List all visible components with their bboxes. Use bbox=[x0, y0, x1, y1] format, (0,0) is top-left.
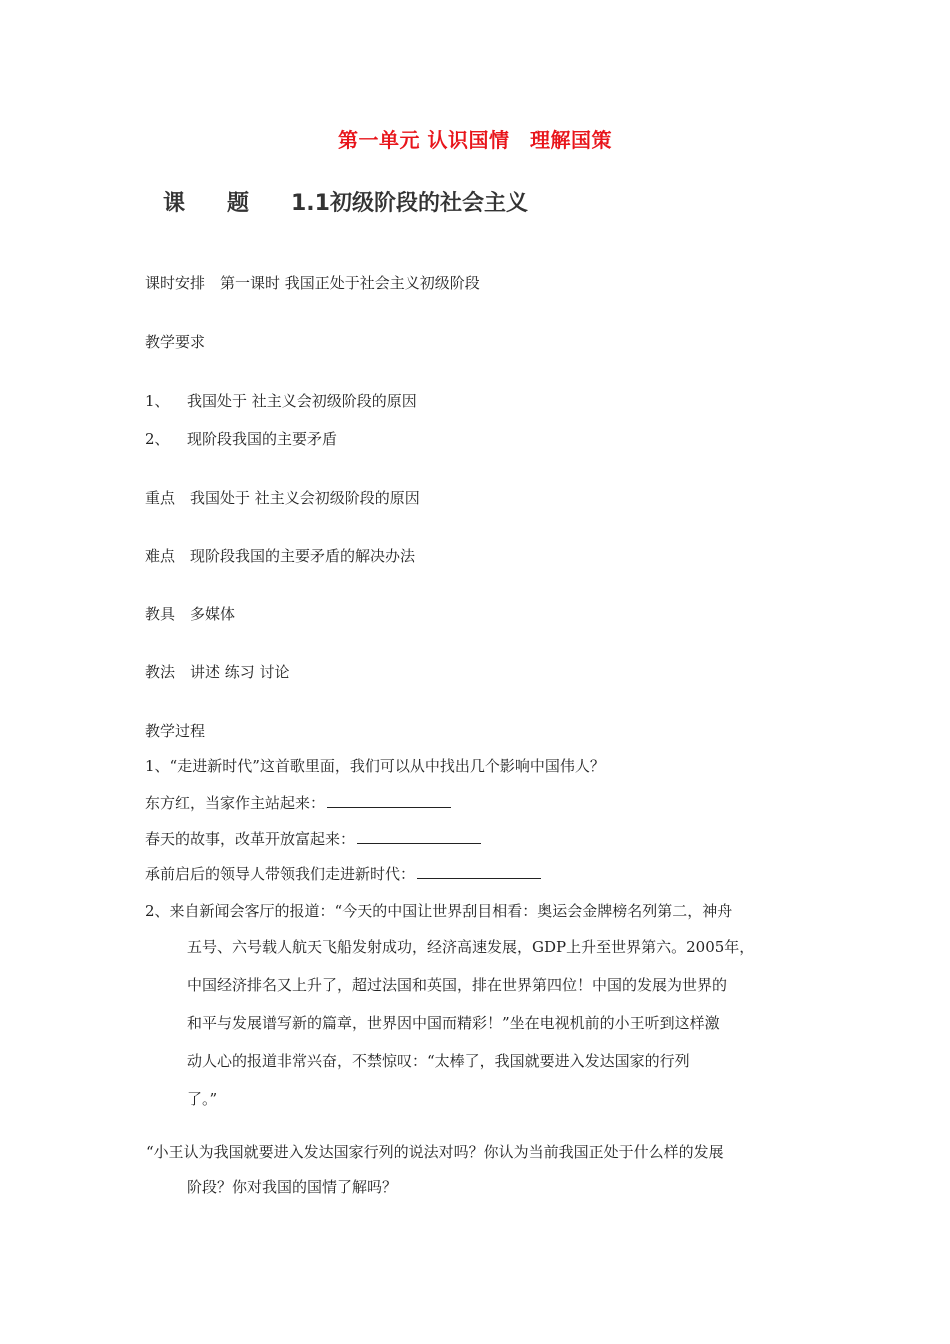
fill-blank-item bbox=[145, 863, 541, 884]
requirement-number: 2、 bbox=[145, 430, 170, 448]
paragraph-line: 了。” bbox=[187, 1090, 218, 1108]
question-3-body bbox=[187, 1168, 397, 1206]
question-2-body bbox=[187, 928, 754, 1118]
fill-blank-prompt: 承前启后的领导人带领我们走进新时代： bbox=[145, 865, 416, 883]
teaching-methods: 教法 讲述 练习 讨论 bbox=[145, 663, 290, 681]
lesson-title: 1.1初级阶段的社会主义 bbox=[291, 191, 528, 216]
answer-blank[interactable] bbox=[327, 793, 451, 808]
question-2-first-line: 2、来自新闻会客厅的报道：“今天的中国让世界刮目相看：奥运会金牌榜名列第二，神舟 bbox=[145, 902, 733, 920]
process-heading: 教学过程 bbox=[145, 722, 206, 740]
requirements-heading: 教学要求 bbox=[145, 333, 206, 351]
lesson-label-1: 课 bbox=[163, 191, 186, 216]
lesson-heading bbox=[163, 186, 528, 217]
teaching-tools: 教具 多媒体 bbox=[145, 605, 236, 623]
fill-blank-prompt: 东方红，当家作主站起来： bbox=[145, 794, 326, 812]
question-1: 1、“走进新时代”这首歌里面，我们可以从中找出几个影响中国伟人？ bbox=[145, 757, 605, 775]
difficulty: 难点 现阶段我国的主要矛盾的解决办法 bbox=[145, 547, 416, 565]
schedule-line: 课时安排 第一课时 我国正处于社会主义初级阶段 bbox=[145, 274, 480, 292]
fill-blank-prompt: 春天的故事，改革开放富起来： bbox=[145, 830, 356, 848]
paragraph-line: 阶段？你对我国的国情了解吗？ bbox=[187, 1178, 398, 1196]
requirement-text: 现阶段我国的主要矛盾 bbox=[187, 430, 338, 448]
requirement-text: 我国处于 社主义会初级阶段的原因 bbox=[187, 392, 417, 410]
paragraph-line: 中国经济排名又上升了，超过法国和英国，排在世界第四位！中国的发展为世界的 bbox=[187, 976, 728, 994]
paragraph-line: 和平与发展谱写新的篇章，世界因中国而精彩！”坐在电视机前的小王听到这样激 bbox=[187, 1014, 720, 1032]
unit-title: 第一单元 认识国情 理解国策 bbox=[338, 128, 612, 152]
requirement-number: 1、 bbox=[145, 392, 170, 410]
requirement-item bbox=[145, 428, 337, 449]
answer-blank[interactable] bbox=[417, 864, 541, 879]
fill-blank-item bbox=[145, 792, 451, 813]
lesson-label-2: 题 bbox=[227, 191, 250, 216]
key-point: 重点 我国处于 社主义会初级阶段的原因 bbox=[145, 489, 420, 507]
paragraph-line: 动人心的报道非常兴奋，不禁惊叹：“太棒了，我国就要进入发达国家的行列 bbox=[187, 1052, 690, 1070]
fill-blank-item bbox=[145, 828, 481, 849]
answer-blank[interactable] bbox=[357, 829, 481, 844]
paragraph-line: 五号、六号载人航天飞船发射成功，经济高速发展，GDP上升至世界第六。2005年， bbox=[187, 938, 755, 956]
question-3-first-line: “小王认为我国就要进入发达国家行列的说法对吗？你认为当前我国正处于什么样的发展 bbox=[146, 1143, 724, 1161]
requirement-item bbox=[145, 390, 417, 411]
